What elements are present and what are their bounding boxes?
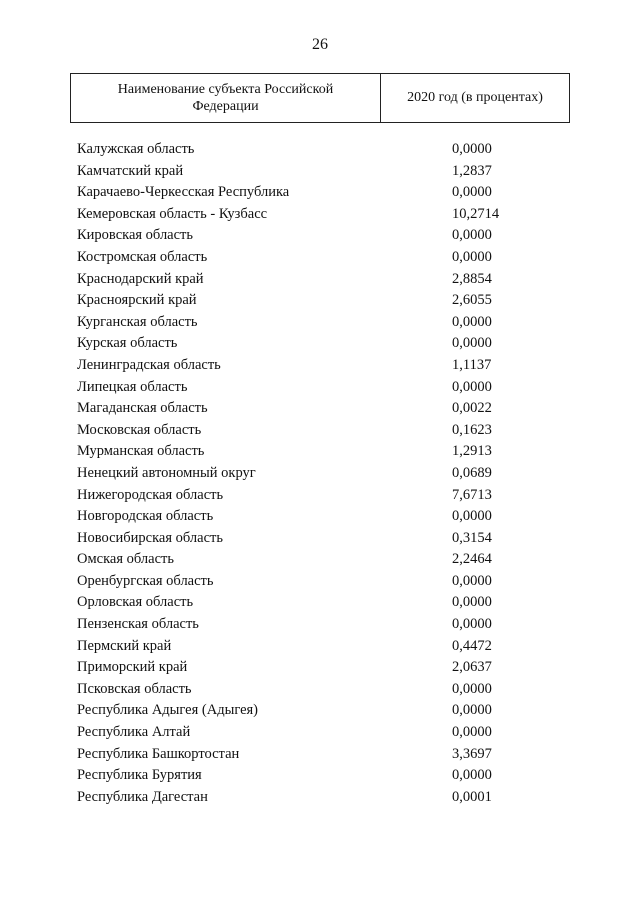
region-value: 0,0000 (452, 594, 492, 611)
region-value: 0,0000 (452, 616, 492, 633)
header-year-percent: 2020 год (в процентах) (407, 90, 543, 105)
table-row (0, 269, 640, 291)
region-name: Новгородская область (77, 508, 214, 525)
table-row (0, 333, 640, 355)
table-row (0, 657, 640, 679)
region-value: 1,1137 (452, 356, 492, 373)
region-value: 1,2913 (452, 443, 492, 460)
table-row (0, 787, 640, 809)
table-header (70, 73, 570, 123)
table-row (0, 679, 640, 701)
table-row (0, 571, 640, 593)
table-row (0, 722, 640, 744)
table-row (0, 463, 640, 485)
region-name: Красноярский край (77, 292, 197, 309)
table-row (0, 225, 640, 247)
region-name: Орловская область (77, 594, 194, 611)
table-row (0, 528, 640, 550)
table-row (0, 744, 640, 766)
region-name: Нижегородская область (77, 486, 224, 503)
region-name: Костромская область (77, 248, 208, 265)
region-value: 2,2464 (452, 551, 492, 568)
region-value: 0,4472 (452, 637, 492, 654)
region-name: Республика Алтай (77, 724, 191, 741)
table-row (0, 549, 640, 571)
table-row (0, 765, 640, 787)
table-row (0, 700, 640, 722)
region-value: 2,0637 (452, 659, 492, 676)
region-name: Республика Дагестан (77, 788, 208, 805)
table-row (0, 614, 640, 636)
region-name: Камчатский край (77, 162, 184, 179)
region-name: Псковская область (77, 680, 192, 697)
region-value: 3,3697 (452, 745, 492, 762)
region-value: 0,0000 (452, 378, 492, 395)
table-row (0, 182, 640, 204)
region-name: Республика Бурятия (77, 767, 202, 784)
region-value: 0,3154 (452, 529, 492, 546)
region-value: 0,0000 (452, 248, 492, 265)
region-name: Липецкая область (77, 378, 188, 395)
region-name: Омская область (77, 551, 174, 568)
table-row (0, 290, 640, 312)
region-name: Магаданская область (77, 400, 208, 417)
region-value: 1,2837 (452, 162, 492, 179)
page-number: 26 (312, 36, 328, 53)
table-row (0, 506, 640, 528)
region-name: Краснодарский край (77, 270, 204, 287)
region-value: 2,8854 (452, 270, 492, 287)
region-name: Курская область (77, 335, 178, 352)
region-name: Кемеровская область - Кузбасс (77, 205, 268, 222)
region-name: Пермский край (77, 637, 172, 654)
region-value: 0,0000 (452, 508, 492, 525)
table-row (0, 420, 640, 442)
region-value: 0,0000 (452, 767, 492, 784)
region-value: 0,0000 (452, 141, 492, 157)
region-name: Курганская область (77, 313, 198, 330)
table-row (0, 485, 640, 507)
region-name: Приморский край (77, 659, 188, 676)
table-row (0, 441, 640, 463)
table-row (0, 592, 640, 614)
region-value: 2,6055 (452, 292, 492, 309)
region-value: 0,0000 (452, 313, 492, 330)
table-row (0, 636, 640, 658)
region-name: Карачаево-Черкесская Республика (77, 184, 290, 201)
table-row (0, 377, 640, 399)
region-name: Калужская область (77, 141, 195, 157)
region-value: 0,0689 (452, 464, 492, 481)
region-name: Московская область (77, 421, 202, 438)
region-name: Республика Адыгея (Адыгея) (77, 702, 259, 719)
region-name: Новосибирская область (77, 529, 223, 546)
table-row (0, 204, 640, 226)
region-name: Кировская область (77, 227, 194, 244)
table-row (0, 139, 640, 161)
region-value: 0,0000 (452, 184, 492, 201)
region-name: Республика Башкортостан (77, 745, 240, 762)
region-name: Мурманская область (77, 443, 205, 460)
region-name: Ленинградская область (77, 356, 221, 373)
region-value: 0,0000 (452, 724, 492, 741)
region-value: 0,0022 (452, 400, 492, 417)
table-body (0, 139, 640, 808)
header-region-name: Наименование субъекта Российской Федерации (71, 74, 381, 122)
table-row (0, 312, 640, 334)
region-value: 0,0001 (452, 788, 492, 805)
region-value: 7,6713 (452, 486, 492, 503)
region-value: 0,0000 (452, 572, 492, 589)
region-value: 10,2714 (452, 205, 500, 222)
region-value: 0,0000 (452, 680, 492, 697)
region-value: 0,0000 (452, 702, 492, 719)
region-value: 0,1623 (452, 421, 492, 438)
region-value: 0,0000 (452, 227, 492, 244)
table-row (0, 398, 640, 420)
table-row (0, 355, 640, 377)
table-row (0, 161, 640, 183)
table-row (0, 247, 640, 269)
region-name: Ненецкий автономный округ (77, 464, 256, 481)
region-value: 0,0000 (452, 335, 492, 352)
region-name: Оренбургская область (77, 572, 214, 589)
region-name: Пензенская область (77, 616, 199, 633)
